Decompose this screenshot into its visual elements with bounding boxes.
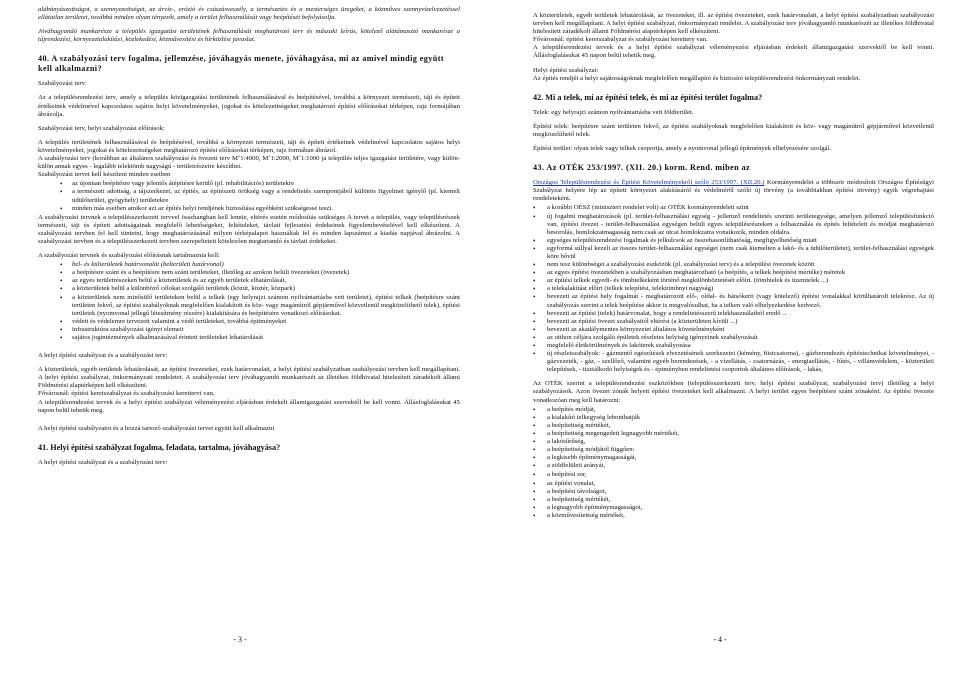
- list-item: • sajátos jogintézmények alkalmazásával érintett területeket lehatárolását: [60, 334, 264, 342]
- building-plot-definition: Építési telek: beépítésre szánt területen fekvő, az építési szabályoknak megfelelően kialakított és köz- vagy magánútról gépjárművel közvetlenül megközelíthető telek.: [533, 122, 934, 138]
- list-item: • bevezeti az építési (telek) határvonalat, hogy a rendeltetésszerű telekhasználatból eredő ...: [533, 309, 788, 318]
- mandatory-cases-list: [38, 180, 460, 212]
- building-zone-list: [533, 406, 934, 471]
- list-item: • a zöldfelületi arányát,: [533, 462, 606, 471]
- list-item: • a beépítettség mértékét,: [533, 495, 611, 504]
- otek-title-link: Országos Településrendezési és Építési Követelményekről szóló 253/1997. (XII.20.): [533, 179, 765, 187]
- list-item: • a közművesítettség mértékét,: [533, 511, 625, 520]
- list-item: • az építési telkek egyedi- és tömbtelkeként történő megkülönböztetését előírt. (tömbtelek és üzemtelek ...): [533, 277, 829, 286]
- contents-intro: A szabályozási tervnek és szabályozási előírásnak tartalmaznia kell:: [38, 252, 220, 260]
- list-item: • bevezeti az építési övezet szabályaitól eltérést (a közterületen kívüli ...): [533, 317, 738, 326]
- question-40-heading: 40. A szabályozási terv fogalma, jellemzése, jóváhagyás menete, jóváhagyása, mi az amivel mindig együtt kell alkalmazni?: [38, 54, 444, 74]
- list-item: • egyformá súllyal kezeli az összes terület-felhasználási egységet (nem csak kiemelten a lakó- és a üdülőterületet), terület-felhasználási egységek köre bővül: [533, 244, 934, 260]
- intro-paragraph: alábányászottságot, a szennyezettséget, az árvíz-, erózió és csúszásveszély, a természetes és a mesterséges üregeket, a közműves szennyvízelvezetéssel ellátatlan területet, továbbá minden olyan tényezőt, amely a terület felhasználását vagy beépítését befolyásolja.: [38, 6, 460, 22]
- list-item: • a beépítettség módjától függően:: [533, 446, 635, 455]
- public-areas-paragraph: A közterületek, egyéb területek lehatárolását, az építési övezeteket, ezek határvonalait, a helyi építési szabályzatban szabályozási tervben kell megállapítani. A helyi építési szabályzat, önkormányzati rendeletet. A szabályozási terv jóváhagyandó munkarészét az illetékes földhivatal hitelesített záradékolt állami Földmérési alaptérképen kell elkészíteni.: [38, 366, 460, 390]
- page-number-left: - 3 -: [233, 635, 247, 644]
- list-item: • a beépítésre szánt és a beépítésre nem szánt területeket, illetőleg az azokon belüli övezeteket (övezetek): [60, 269, 350, 278]
- capital-note-right: Fővárosnál: építési keretszabályzat és szabályozási kerettery van.: [533, 36, 708, 44]
- list-item: • új fogalmi meghatározások (pl. terület-felhasználási egység - jellemző rendeltetés szerinti területegysége, amelyen jellemző településfunkció van, építési övezet - terület-felhasználási egységen belüli egyes településrészeken a felhasználás és építés feltételeit és módját meghatározó besorolás, homlokzatmagasság nem csak az utcai homlokzatra vonatkozik, minden oldalra.: [533, 212, 934, 236]
- public-areas-paragraph-right: A közterületek, egyéb területek lehatárolását, az övezeteket, ill. az építési övezeteket, ezek határvonalait, a helyi építési szabályzatban szabályozási tervben kell megállapítani. A helyi építési szabályzat, önkormányzati rendelet. A szabályozási terv jóváhagyandó munkarészét az illetékes földhivatal hitelesített záradékolt állami Földmérési alaptérképen kell elkészíteni.: [533, 12, 934, 36]
- list-item: • az egyes építési övezetekben a szabályozásban meghatározható (a beépítés, a telkek beépítési mértéke) méretek: [533, 269, 846, 278]
- otek-intro-paragraph: Országos Településrendezési és Építési Követelményekről szóló 253/1997. (XII.20.) Kormányrendelet a többször módosított Országos Építésügyi Szabályzat helyére lép az épített környezet alakításáról és védelméről szóló új törvény (a továbbiakban építési törvény) egyik végrehajtási rendeleteként.: [533, 179, 934, 203]
- list-item: • a korábbi OÉSZ (minisztert rendelet volt) az OTÉK kormányrendeleti szint: [533, 204, 749, 213]
- building-zone-list-continued: [533, 471, 934, 520]
- question-43-heading: 43. Az OTÉK 253/1997. (XII. 20.) korm. Rend. miben az: [533, 163, 751, 173]
- local-rules-label: Szabályozási terv, helyi szabályozási előírások:: [38, 124, 165, 132]
- list-item: • a beépítési sor,: [533, 471, 587, 480]
- list-item: • minden más esetben amikor azt az építés helyi rendjének biztosítása egyébként szükségessé teszi.: [60, 204, 333, 213]
- list-item: • az építési vonalat,: [533, 479, 596, 488]
- list-item: • a kialakító telkegység lebonthatják: [533, 413, 641, 422]
- list-item: • nem tesz különbséget a szabályozási eszközök (pl. szabályozási terv) és a települési övezetek között: [533, 261, 815, 270]
- list-item: • a beépítés módját,: [533, 405, 596, 414]
- regulation-plan-paragraph: A település területének felhasználásával és beépítésével, továbbá a környezet természeti, táji és épített értékeinek védelmével kapcsolatos sajátos helyi követelményeket, jogokat és kötelezettségeket meghatározó építési előírásokat térképen, rajz formában ábrázol.: [38, 138, 460, 154]
- list-item: • az otthon céljára szolgáló épületek részletes helyiség igényeinek szabályozását: [533, 333, 758, 342]
- list-item: • a telekalakítást előírt (telkek telepítési, telektömbnyi nagyság): [533, 285, 714, 294]
- otek-changes-list: [533, 204, 934, 374]
- regulation-plan-label: Szabályozási terv:: [38, 80, 87, 88]
- list-item: • a lakósűrűség,: [533, 438, 586, 447]
- opinion-paragraph: A településrendezési tervek és a helyi építési szabályzat véleményezési eljárásban érdekelt államigazgatási szervektől be kell vonni. Állásfoglalásukat 45 napon belül tehetik meg.: [38, 398, 460, 414]
- list-item: • a beépítési távolságot,: [533, 487, 607, 496]
- building-zone-paragraph: Az OTÉK szerint a településrendezési eszközökben (településszerkezeti terv, helyi építési szabályzat, szabályozási terv) illetőleg a helyi szabályozások. Azon övezet zónák helyett építési övezeteket kell alkalmazni. A helyi terület egyes beépítésre szánt zónaként. Az építési övezete vonatkozóan meg kell határozni:: [533, 380, 934, 404]
- list-item: • a közterületek nem minősülő területeken belül a telkek (egy helyrajzi számon nyilvántartásba vett területet), építési telkek (beépítésre szánt területen fekvő, az építési szabályoknak megfelelően kialakított és köz- vagy magánútról gépjárművel közvetlenül megközelíthető telek), építési területek (nyomvonal jellegű létesítmény részére) kialakítására és beépítésére vonatkozó előírásokat.: [60, 293, 460, 317]
- list-item: • az újonnan beépítésre vagy jelentős átépítésre kerülő (pl. rehabilitációs) területekre: [60, 180, 295, 189]
- mandatory-cases-intro: Szabályozási tervet kell készíteni minden esetben: [38, 171, 171, 179]
- local-code-subtitle: A helyi építési szabályzat és a szabályozási terv:: [38, 458, 168, 466]
- page-number-right: - 4 -: [713, 635, 727, 644]
- list-item: • megfelelő életkörülmények és lakóterek szabályozása: [533, 342, 691, 350]
- joint-application-paragraph: A helyi építési szabályzatot és a hozzá tartozó szabályozási tervet együtt kell alkalmazni: [38, 424, 275, 432]
- list-item: • új részletszabályok: - gázmentő egészítések elvezetésének szerkezetei (kémény, füstcsatorna), - gázberendezés építéstechnikai követelményei, - gázvezeték, - gáz, - szellőző, valamint egyéb berendezések, - a vízellátás, - csatornázás, - energiaellátás, - fűtés, - villámvédelem, - közterületi telepítések, - tisztálkodó helyiségek és - éptményben rendeltetési csoportok általános előírások, - lakás,: [533, 350, 934, 374]
- list-item: • a beépítettség mértékét,: [533, 421, 611, 430]
- list-item: • infrastruktúra szabályozási igényt elemeit: [60, 325, 184, 334]
- local-code-label: A helyi építési szabályzat és a szabályozási terv:: [38, 352, 168, 360]
- list-item: • bel- és külterületek határvonalát (belterületi határvonal): [60, 261, 224, 270]
- list-item: • a legkisebb építménymagasságát,: [533, 454, 637, 463]
- capital-note: Fővárosnál: építési keretszabályzat és szabályozási kerettervt van.: [38, 390, 215, 398]
- building-area-definition: Építési terület: olyan telek vagy telkek csoportja, amely a nyomvonal jellegű építmények elhelyezésére szolgál.: [533, 145, 832, 153]
- plot-definition: Telek: egy helyrajzi számon nyilvántartásba vett földterület.: [533, 108, 694, 116]
- regulation-plan-definition: Az a településrendezési terv, amely a település közigazgatási területének felhasználásával és beépítésével, továbbá a környezet természeti, táji és épített értékeinek védelmével kapcsolatos sajátos helyi követelményeket, jogokat és kötelezettségeket meghatározó építési előírásokat térképen, rajz formájában ábrázolja.: [38, 94, 460, 118]
- list-item: • az egyes területrészeken belül a közterületek és az egyéb területek elhatárolását,: [60, 277, 287, 286]
- list-item: • a közterületek belül a különböző célokat szolgáló területek (közút, köztér, közpark): [60, 285, 295, 294]
- list-item: • a beépítettség megengedett legnagyobb mértékét,: [533, 429, 680, 438]
- contents-list: [38, 261, 460, 342]
- list-item: • a természeti adottság, a tájszerkezet, az épités, az építészeti örökség vagy a rendeltetés szempontjából különös figyelmet igénylő (pl. kiemelt üdülőterület, gyógyhely) területekre: [60, 188, 460, 204]
- list-item: • bevezeti az építési hely fogalmát - meghatározott elő-, oldal- és hátsókerti (vagy kötelező) építési vonalakkal körülhatárolt telekrész. Az új szabályozás szerint a telek beépítése akkor is megvalósulhat, ha a telken való elhelyezkedése kedvező.: [533, 293, 934, 309]
- approval-paragraph: Jóváhagyandó munkarésze a település igazgatási területének felhasználását meghatározó terv és műszaki leírás, kötelező alátámasztó munkarésze a tájrendezési, környezetalakítási, közlekedési, közművesítési és hírközlési javaslat.: [38, 28, 460, 44]
- list-item: • egységes településrendezési fogalmak és jelkulcsok az összehasonlíthatóság, megfigyelhetőség miatt: [533, 236, 817, 245]
- list-item: • védett és védelemre tervezett valamint a védő területeket, továbbá épitményeket: [60, 317, 287, 326]
- list-item: • a legnagyobb építménymagasságot,: [533, 503, 643, 512]
- local-code-label-right: Helyi építési szabályzat:: [533, 66, 599, 74]
- local-code-definition: Az építés rendjét a helyi sajátosságoknak megfelelően megállapító és biztosító településrendezési önkormányzati rendelet.: [533, 74, 861, 82]
- right-page: [480, 0, 960, 674]
- opinion-paragraph-right: A településrendezési tervek és a helyi építési szabályzat véleményezési eljárásban érdekelt államigazgatási szervektől be kell vonni. Állásfoglalásukat 45 napon belül tehetik meg.: [533, 44, 934, 60]
- question-42-heading: 42. Mi a telek, mi az építési telek, és mi az építési terület fogalma?: [533, 92, 763, 102]
- list-item: • bevezeti az akadálymentes környezetet általános követelményként: [533, 325, 725, 334]
- harmony-paragraph: A szabályozási tervnek a településszerkezeti tervvel összhangban kell lennie, eltérés esetén módosítás szükséges A tervet a település, vagy településrészek természeti, táji és épített adottságainak megfelelő lehetőségeket, feltételeket, távlati fejlesztési érdekeinek figyelembevételével kell elkészíteni. A szabályozási tervben fel kell tüntetni, hogy meghatározásánál milyen térképalapot használtak fel és minden lapszámot a kiadás napjával ábrázolni. A szabályozási tervben és a településszerkezeti tervben szerepeltetett kötelezően megtartandó és távlati érdekeket.: [38, 213, 460, 245]
- question-41-heading: 41. Helyi építési szabályzat fogalma, feladata, tartalma, jóváhagyása?: [38, 442, 281, 452]
- regulation-plan-scale-paragraph: A szabályozási terv (korábban az általános szabályozási és övezeti terv M˚1:4000, M˚1:2000, M˚1:1000 ja település teljes igazgatási területére, vagy külön-külön annak egyes - legalább telektömb nagyságú - területrészeire készíthet.: [38, 155, 460, 171]
